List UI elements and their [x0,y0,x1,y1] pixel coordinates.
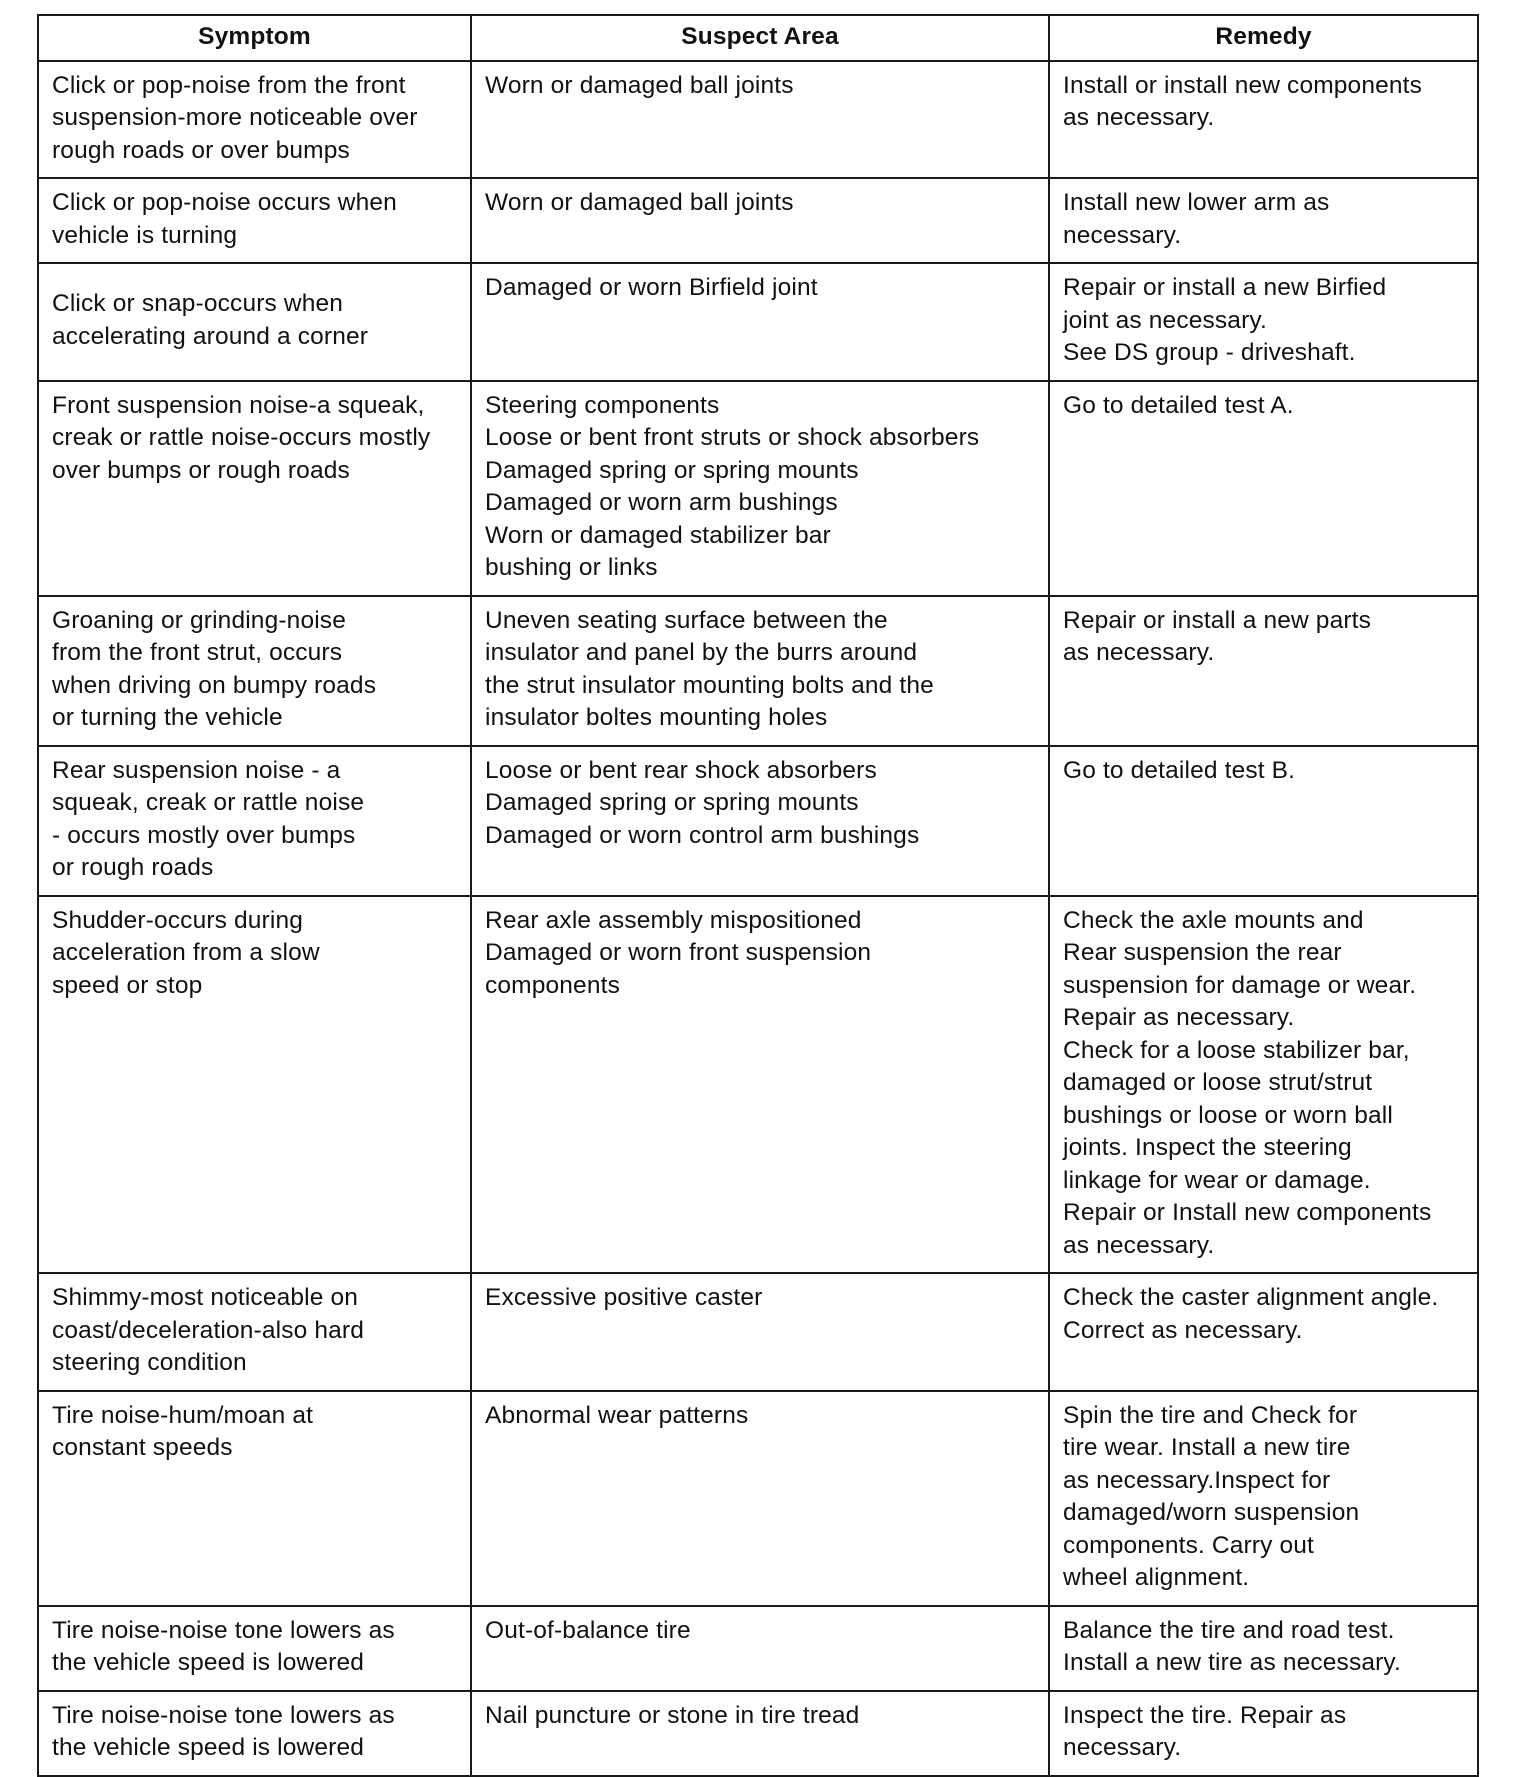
table-row [38,1691,1478,1776]
remedy-cell: Install new lower arm as necessary. [1049,178,1478,263]
suspect-area-cell: Loose or bent rear shock absorbers Damaged spring or spring mounts Damaged or worn control arm bushings [471,746,1049,896]
table-row [38,178,1478,263]
remedy-cell: Repair or install a new parts as necessary. [1049,596,1478,746]
suspect-area-cell: Abnormal wear patterns [471,1391,1049,1606]
symptom-cell: Front suspension noise-a squeak, creak or rattle noise-occurs mostly over bumps or rough roads [38,381,471,596]
symptom-cell: Click or pop-noise from the front suspension-more noticeable over rough roads or over bumps [38,61,471,179]
column-header-symptom: Symptom [38,15,471,61]
remedy-cell: Check the caster alignment angle. Correct as necessary. [1049,1273,1478,1391]
table-row [38,746,1478,896]
symptom-cell: Tire noise-hum/moan at constant speeds [38,1391,471,1606]
symptom-cell: Shimmy-most noticeable on coast/deceleration-also hard steering condition [38,1273,471,1391]
remedy-cell: Spin the tire and Check for tire wear. Install a new tire as necessary.Inspect for damaged/worn suspension components. Carry out wheel alignment. [1049,1391,1478,1606]
remedy-cell: Go to detailed test A. [1049,381,1478,596]
table-row [38,896,1478,1274]
symptom-cell: Tire noise-noise tone lowers as the vehicle speed is lowered [38,1691,471,1776]
table-row [38,1606,1478,1691]
symptom-cell: Click or pop-noise occurs when vehicle is turning [38,178,471,263]
column-header-suspect-area: Suspect Area [471,15,1049,61]
symptom-cell: Tire noise-noise tone lowers as the vehicle speed is lowered [38,1606,471,1691]
suspect-area-cell: Excessive positive caster [471,1273,1049,1391]
remedy-cell: Inspect the tire. Repair as necessary. [1049,1691,1478,1776]
remedy-cell: Install or install new components as necessary. [1049,61,1478,179]
remedy-cell: Repair or install a new Birfied joint as necessary. See DS group - driveshaft. [1049,263,1478,381]
diagnosis-table [37,14,1479,1777]
table-header-row [38,15,1478,61]
column-header-remedy: Remedy [1049,15,1478,61]
table-row [38,263,1478,381]
suspect-area-cell: Out-of-balance tire [471,1606,1049,1691]
suspect-area-cell: Rear axle assembly mispositioned Damaged or worn front suspension components [471,896,1049,1274]
suspect-area-cell: Worn or damaged ball joints [471,178,1049,263]
table-row [38,596,1478,746]
symptom-cell: Shudder-occurs during acceleration from a slow speed or stop [38,896,471,1274]
table-row [38,381,1478,596]
suspect-area-cell: Damaged or worn Birfield joint [471,263,1049,381]
remedy-cell: Go to detailed test B. [1049,746,1478,896]
symptom-cell: Rear suspension noise - a squeak, creak or rattle noise - occurs mostly over bumps or rough roads [38,746,471,896]
suspect-area-cell: Nail puncture or stone in tire tread [471,1691,1049,1776]
symptom-cell: Click or snap-occurs when accelerating around a corner [38,263,471,381]
table-row [38,61,1478,179]
suspect-area-cell: Uneven seating surface between the insulator and panel by the burrs around the strut insulator mounting bolts and the insulator boltes mounting holes [471,596,1049,746]
suspect-area-cell: Worn or damaged ball joints [471,61,1049,179]
symptom-cell: Groaning or grinding-noise from the front strut, occurs when driving on bumpy roads or turning the vehicle [38,596,471,746]
table-row [38,1391,1478,1606]
remedy-cell: Balance the tire and road test. Install a new tire as necessary. [1049,1606,1478,1691]
table-row [38,1273,1478,1391]
suspect-area-cell: Steering components Loose or bent front struts or shock absorbers Damaged spring or spring mounts Damaged or worn arm bushings Worn or damaged stabilizer bar bushing or links [471,381,1049,596]
remedy-cell: Check the axle mounts and Rear suspension the rear suspension for damage or wear. Repair as necessary. Check for a loose stabilizer bar, damaged or loose strut/strut bushings or loose or worn ball joints. Inspect the steering linkage for wear or damage. Repair or Install new components as necessary. [1049,896,1478,1274]
